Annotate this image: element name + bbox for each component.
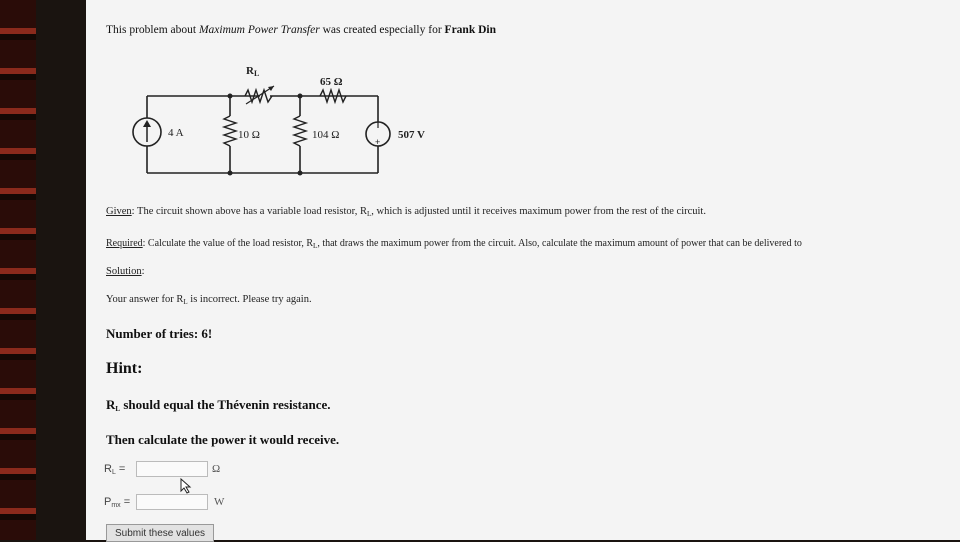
voltage-label: 507 V xyxy=(398,129,425,141)
pmx-unit: W xyxy=(214,496,225,508)
pmx-input-sub: mx xyxy=(111,502,121,509)
pmx-input-eq: = xyxy=(120,496,131,508)
required-text: : Calculate the value of the load resistor, R xyxy=(142,238,314,249)
submit-button[interactable]: Submit these values xyxy=(106,524,214,542)
feedback-text: Your answer for R xyxy=(106,294,184,305)
given-paragraph xyxy=(106,206,706,218)
rl-input-label xyxy=(104,463,125,476)
required-sub: L xyxy=(313,242,318,250)
circuit-diagram xyxy=(120,58,425,178)
rl-unit: Ω xyxy=(212,463,221,475)
hint-line-2: Then calculate the power it would receive. xyxy=(106,432,340,447)
mouse-cursor-icon xyxy=(180,478,192,494)
rl-label: RL xyxy=(246,65,260,78)
hint-line1-pre: R xyxy=(106,397,116,412)
given-label: Given xyxy=(106,206,132,217)
feedback-text2: is incorrect. Please try again. xyxy=(187,294,312,305)
required-text2: , that draws the maximum power from the circuit. Also, calculate the maximum amount of power that can be delivered to xyxy=(317,238,802,249)
hint-line1-post: should equal the Thévenin resistance. xyxy=(120,397,331,412)
rl-input-letter: R xyxy=(104,463,112,475)
solution-label: Solution xyxy=(106,266,142,277)
pmx-answer-input[interactable] xyxy=(136,494,208,510)
intro-topic: Maximum Power Transfer xyxy=(198,24,320,36)
required-paragraph xyxy=(106,238,802,250)
solution-colon: : xyxy=(141,266,145,277)
solution-label-line xyxy=(106,266,145,277)
r1-label: 10 Ω xyxy=(238,129,260,141)
r-top-label: 65 Ω xyxy=(320,76,343,88)
resistor-10-zigzag xyxy=(224,116,236,146)
pmx-input-letter: P xyxy=(104,496,112,508)
feedback-sub: L xyxy=(183,298,188,306)
rl-input-eq: = xyxy=(115,463,126,475)
resistor-104-zigzag xyxy=(294,116,306,146)
pmx-input-label xyxy=(104,496,130,509)
background-edge xyxy=(0,0,36,540)
hint-line1-sub: L xyxy=(115,405,121,413)
intro-text-middle: was created especially for xyxy=(319,24,445,36)
hint-title: Hint: xyxy=(106,360,143,377)
tries-count: Number of tries: 6! xyxy=(106,326,213,341)
rl-answer-input[interactable] xyxy=(136,461,208,477)
given-text2: , which is adjusted until it receives maximum power from the rest of the circuit. xyxy=(371,206,706,217)
rl-input-sub: L xyxy=(111,469,116,476)
feedback-message xyxy=(106,294,312,306)
intro-user: Frank Din xyxy=(444,24,496,36)
hint-line-1 xyxy=(106,397,331,413)
current-label: 4 A xyxy=(168,127,184,139)
voltage-source-plus: + xyxy=(375,137,381,147)
intro-text: This problem about xyxy=(106,24,199,36)
given-sub: L xyxy=(366,210,372,218)
required-label: Required xyxy=(106,238,143,249)
given-text: : The circuit shown above has a variable load resistor, R xyxy=(131,206,367,217)
intro-line xyxy=(106,24,496,36)
r2-label: 104 Ω xyxy=(312,129,340,141)
